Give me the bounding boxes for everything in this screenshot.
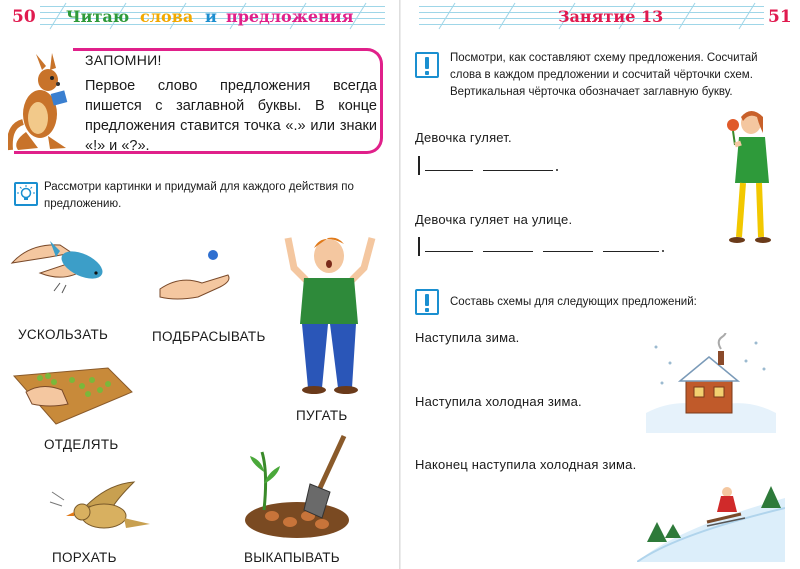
left-page [0,0,399,569]
verb-label: ПОРХАТЬ [52,550,117,565]
capital-letter-mark [418,237,420,256]
kangaroo-illustration [8,52,74,152]
verb-label: ПУГАТЬ [296,408,348,423]
page-number-left: 50 [12,7,36,27]
page-number-right: 51 [768,7,792,27]
winter-house-illustration [646,333,776,433]
title-word-1: Читаю [66,7,130,26]
sledding-illustration [637,478,785,562]
verb-label: ПОДБРАСЫВАТЬ [152,329,266,344]
task2-instruction: Составь схемы для следующих предложений: [450,296,697,308]
practice-sentence: Наступила холодная зима. [415,394,582,409]
example-sentence: Девочка гуляет. [415,130,512,145]
title-word-4: предложения [226,7,354,26]
title-word-2: слова [140,7,194,26]
word-dash [483,170,553,171]
fish-illustration [10,233,110,295]
word-dash [543,251,593,252]
verb-label: УСКОЛЬЗАТЬ [18,327,109,342]
rule-text: Первое слово предложения всегда пишется с заглавной буквы. В конце предложения ставится точка «.» или знаки «!» и «?». [85,78,377,154]
bird-illustration [46,478,154,542]
word-dash [483,251,533,252]
boy-illustration [272,228,382,394]
shovel-illustration [242,432,352,540]
word-dash [425,251,473,252]
verb-label: ОТДЕЛЯТЬ [44,437,119,452]
period-mark [662,250,664,252]
practice-sentence: Наконец наступила холодная зима. [415,457,637,472]
period-mark [556,169,558,171]
lesson-title: Занятие 13 [558,7,664,26]
word-dash [425,170,473,171]
right-page [401,0,800,569]
task-instruction: Рассмотри картинки и придумай для каждого действия по предложению. [44,181,354,210]
task1-instruction: Посмотри, как составляют схему предложения. Сосчитай слова в каждом предложении и сосчитай чёрточки схем. Вертикальная чёрточка обозначает заглавную букву. [450,52,758,98]
exclamation-icon [415,289,439,315]
girl-illustration [713,103,779,245]
word-dash [603,251,659,252]
lightbulb-icon [14,182,38,206]
exclamation-icon [415,52,439,78]
practice-sentence: Наступила зима. [415,330,520,345]
example-sentence: Девочка гуляет на улице. [415,212,573,227]
verb-label: ВЫКАПЫВАТЬ [244,550,340,565]
peas-illustration [12,362,134,428]
title-word-3: и [205,7,217,26]
hand-ball-illustration [158,245,238,303]
rule-title: ЗАПОМНИ! [85,52,162,68]
capital-letter-mark [418,156,420,175]
